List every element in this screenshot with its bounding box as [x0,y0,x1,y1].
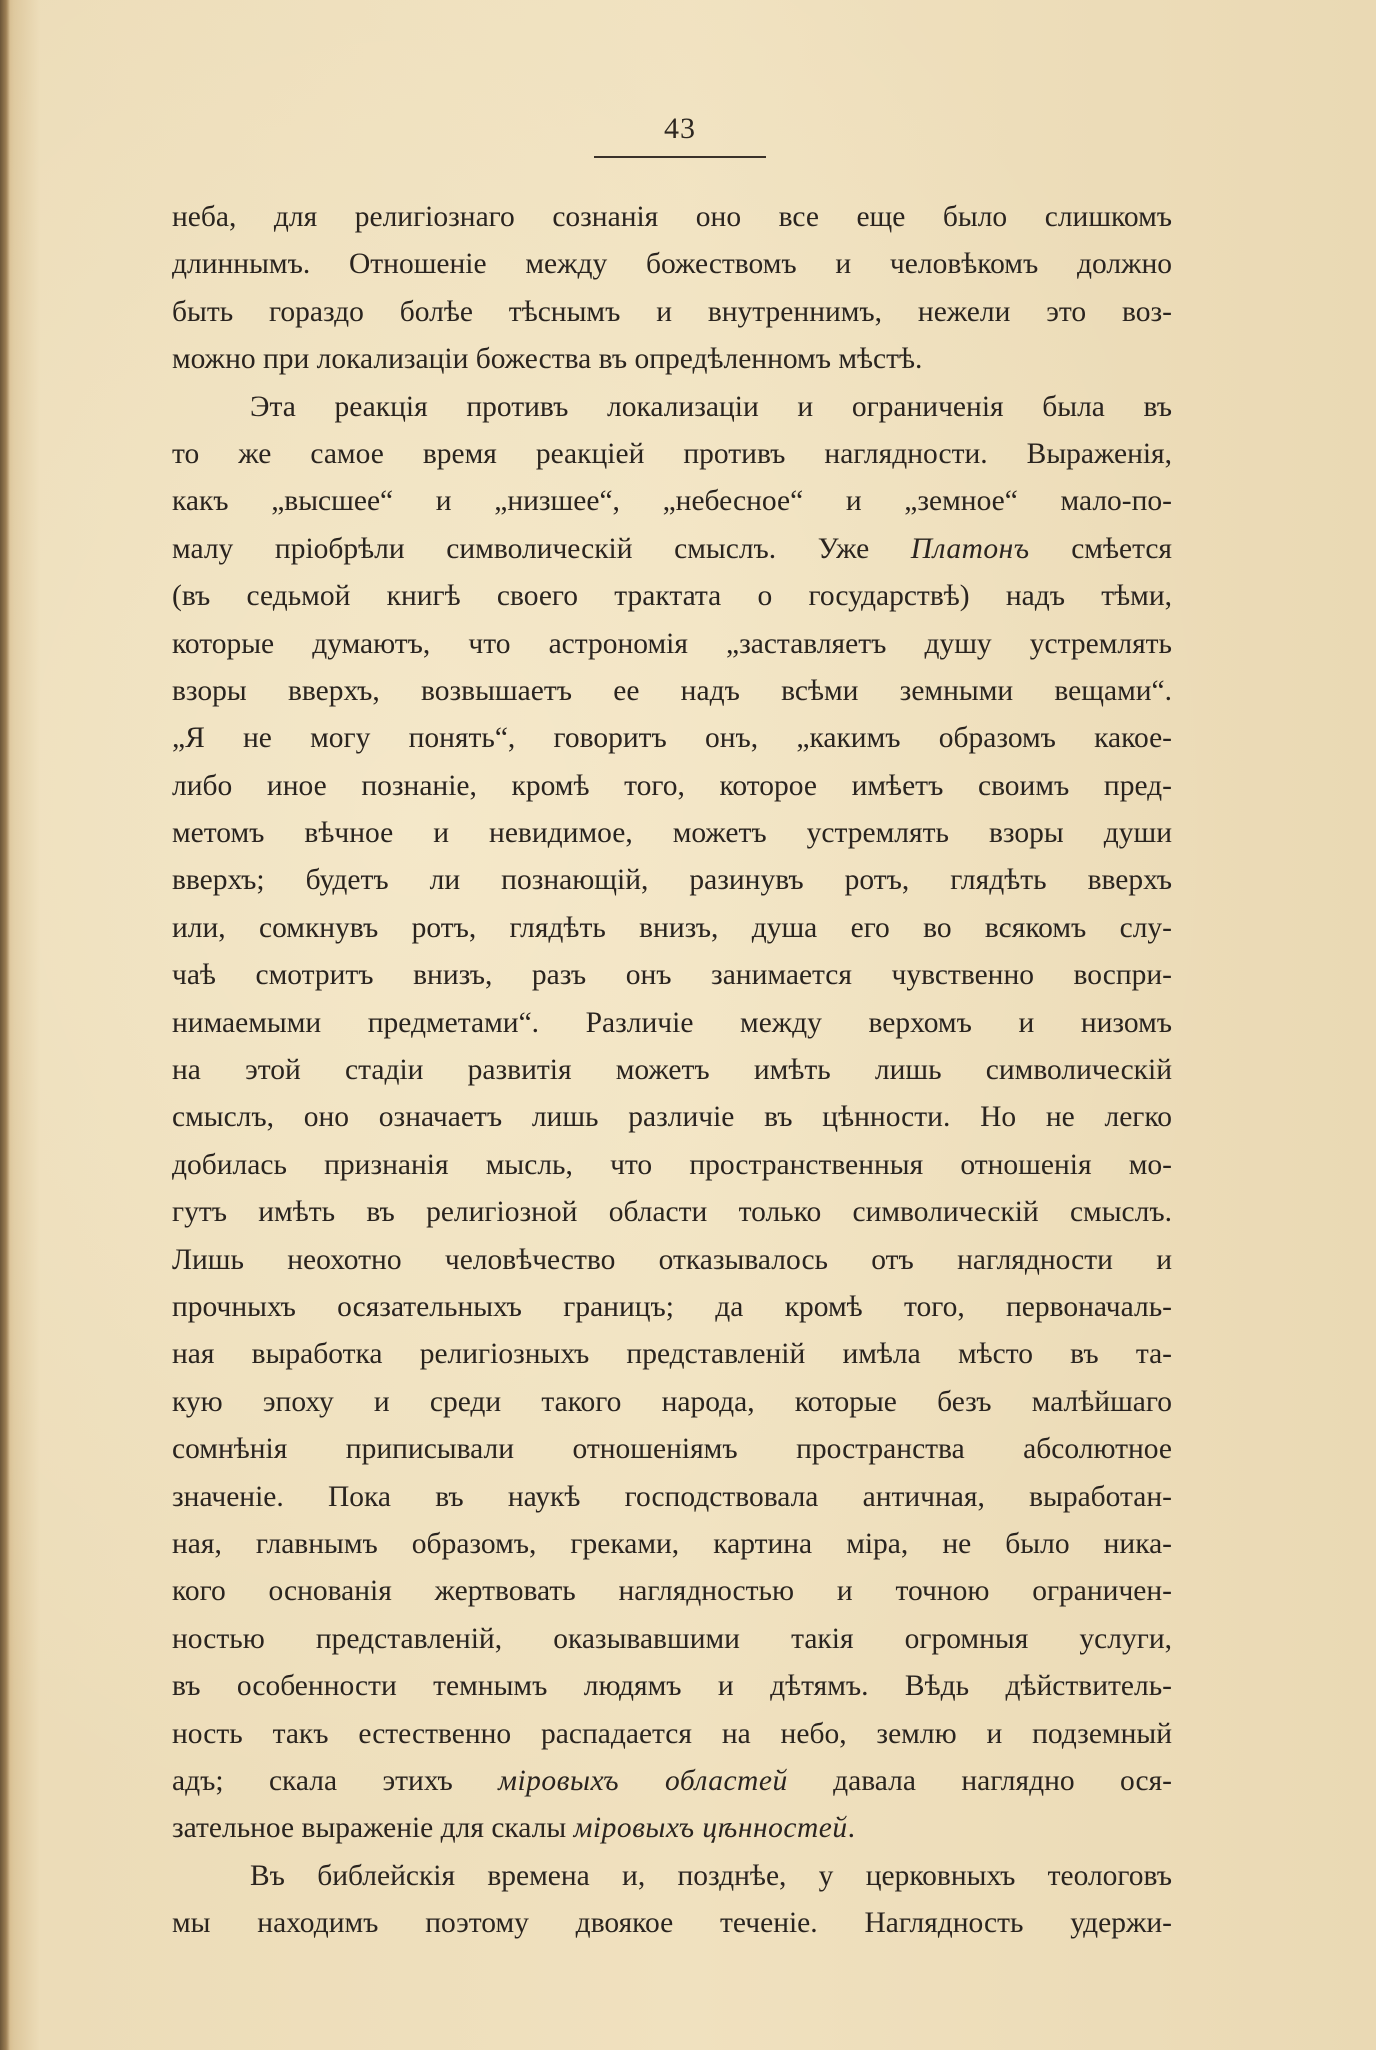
text-segment: значеніе. Пока въ наукѣ господствовала античная, выработан- [172,1480,1172,1513]
text-line [172,1284,1172,1331]
text-line [172,431,1172,478]
text-segment: метомъ вѣчное и невидимое, можетъ устремлять взоры души [172,817,1172,850]
text-segment: или, сомкнувъ ротъ, глядѣть внизъ, душа его во всякомъ слу- [172,911,1172,944]
italic-phrase-world-values: міровыхъ цѣнностей [573,1812,848,1845]
text-segment: ная выработка религіозныхъ представленій имѣла мѣсто въ та- [172,1338,1172,1371]
text-line [172,715,1172,762]
text-segment: давала наглядно ося- [787,1764,1172,1797]
text-line [172,668,1172,715]
text-line [172,857,1172,904]
text-segment: смыслъ, оно означаетъ лишь различіе въ цѣнности. Но не легко [172,1101,1172,1134]
text-segment: кого основанія жертвовать наглядностью и точною ограничен- [172,1575,1172,1608]
text-line [172,905,1172,952]
text-segment: вверхъ; будетъ ли познающій, разинувъ ротъ, глядѣть вверхъ [172,864,1172,897]
text-line [172,1094,1172,1141]
page-number: 43 [664,112,696,145]
text-segment: чаѣ смотритъ внизъ, разъ онъ занимается чувственно воспри- [172,959,1172,992]
text-segment: ностью представленій, оказывавшими такія огромныя услуги, [172,1622,1172,1655]
text-line [172,1474,1172,1521]
italic-phrase-world-regions: міровыхъ областей [498,1764,788,1797]
text-segment: мы находимъ поэтому двоякое теченіе. Наглядность удержи- [172,1907,1172,1940]
text-segment: ная, главнымъ образомъ, греками, картина міра, не было ника- [172,1527,1172,1560]
text-line [172,621,1172,668]
text-segment: длиннымъ. Отношеніе между божествомъ и человѣкомъ должно [172,248,1172,281]
text-segment: либо иное познаніе, кромѣ того, которое имѣетъ своимъ пред- [172,769,1172,802]
text-segment: „Я не могу понять“, говоритъ онъ, „какимъ образомъ какое- [172,722,1172,755]
text-segment: взоры вверхъ, возвышаетъ ее надъ всѣми земными вещами“. [172,674,1172,707]
text-segment: добилась признанія мысль, что пространственныя отношенія мо- [172,1148,1172,1181]
text-line [172,1379,1172,1426]
text-line [172,1711,1172,1758]
text-line [172,1047,1172,1094]
text-segment: какъ „высшее“ и „низшее“, „небесное“ и „земное“ мало-по- [172,485,1172,518]
text-line [172,1000,1172,1047]
text-line [172,194,1172,241]
text-line [172,1331,1172,1378]
text-segment: прочныхъ осязательныхъ границъ; да кромѣ того, первоначаль- [172,1290,1172,1323]
text-line-paragraph-end [172,1805,1172,1852]
text-segment: неба, для религіознаго сознанія оно все еще было слишкомъ [172,201,1172,233]
text-segment: можно при локализаціи божества въ опредѣленномъ мѣстѣ. [172,343,923,376]
text-segment: сомнѣнія приписывали отношеніямъ пространства абсолютное [172,1433,1172,1466]
text-segment: зательное выраженіе для скалы [172,1812,574,1845]
text-line [172,289,1172,336]
page-number-rule [594,156,766,158]
text-line-paragraph-start [172,384,1172,431]
text-segment: . [847,1812,855,1845]
text-segment: смѣется [1029,532,1172,565]
text-segment: быть гораздо болѣе тѣснымъ и внутреннимъ, нежели это воз- [172,295,1172,328]
text-line [172,1568,1172,1615]
page-binding-edge [0,0,10,2050]
text-line [172,952,1172,999]
text-line [172,1237,1172,1284]
text-segment: гутъ имѣть въ религіозной области только символическій смыслъ. [172,1196,1172,1229]
text-line [172,1758,1172,1805]
text-segment: Эта реакція противъ локализаціи и ограниченія была въ [250,390,1172,423]
body-text [172,194,1172,1947]
text-line [172,1142,1172,1189]
text-segment: въ особенности темнымъ людямъ и дѣтямъ. Вѣдь дѣйствитель- [172,1670,1172,1703]
text-segment: на этой стадіи развитія можетъ имѣть лишь символическій [172,1054,1172,1087]
text-segment: ность такъ естественно распадается на небо, землю и подземный [172,1717,1172,1750]
text-segment: малу пріобрѣли символическій смыслъ. Уже [172,532,911,565]
text-line [172,478,1172,525]
text-line [172,1616,1172,1663]
text-line [172,810,1172,857]
text-segment: Въ библейскія времена и, позднѣе, у церковныхъ теологовъ [250,1859,1172,1892]
text-segment: нимаемыми предметами“. Различіе между верхомъ и низомъ [172,1006,1172,1039]
text-line-paragraph-end [172,336,1172,383]
text-line-paragraph-start [172,1853,1172,1900]
text-line [172,763,1172,810]
text-line [172,573,1172,620]
text-segment: Лишь неохотно человѣчество отказывалось отъ наглядности и [172,1243,1172,1276]
text-segment: которые думаютъ, что астрономія „заставляетъ душу устремлять [172,627,1172,660]
text-line [172,1426,1172,1473]
text-line [172,1189,1172,1236]
text-segment: адъ; скала этихъ [172,1764,499,1797]
text-segment: то же самое время реакціей противъ наглядности. Выраженія, [172,437,1172,470]
text-line [172,1900,1172,1947]
text-segment: кую эпоху и среди такого народа, которые безъ малѣйшаго [172,1385,1172,1418]
text-line [172,526,1172,573]
italic-name-platon: Платонъ [910,532,1030,565]
text-line [172,1521,1172,1568]
text-line [172,1663,1172,1710]
text-line [172,241,1172,288]
text-segment: (въ седьмой книгѣ своего трактата о государствѣ) надъ тѣми, [172,580,1172,613]
